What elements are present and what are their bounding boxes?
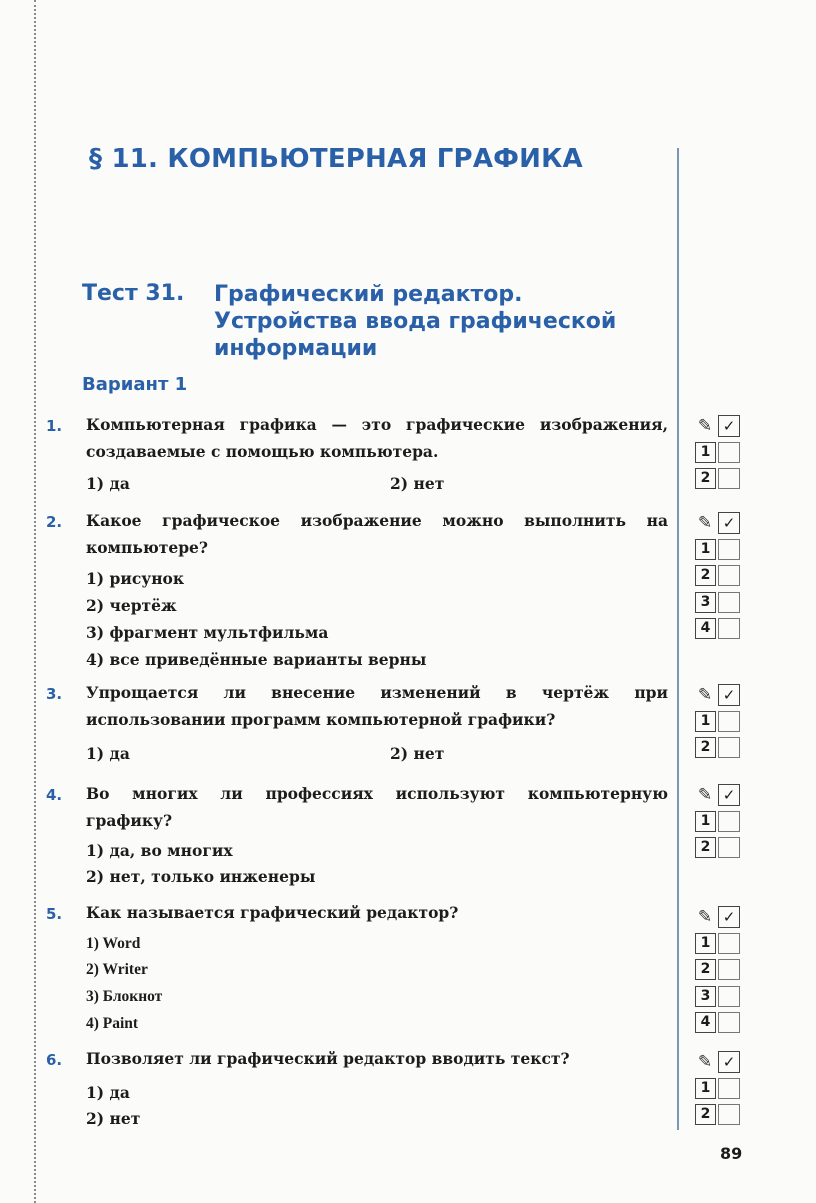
perforation-line [34,0,36,1203]
pencil-icon: ✎ [697,685,713,705]
answer-row [694,836,750,863]
question-text: Упрощается ли внесение изменений в чертёж при использовании программ компьютерной графики? [86,683,668,729]
answer-row-label: 1 [695,442,716,463]
answer-header-row [694,414,750,441]
answer-row-label: 2 [695,1104,716,1125]
checkmark-icon: ✓ [718,684,740,706]
pencil-icon: ✎ [697,513,713,533]
answer-option: 2) чертёж [86,596,177,615]
section-title: § 11. КОМПЬЮТЕРНАЯ ГРАФИКА [89,144,583,174]
answer-header-row [694,905,750,932]
answer-box[interactable] [718,468,740,489]
answer-grid [694,414,750,494]
question-text: Какое графическое изображение можно выполнить на компьютере? [86,511,668,557]
answer-box[interactable] [718,592,740,613]
margin-rule [677,148,679,1130]
answer-row [694,985,750,1012]
answer-row-label: 1 [695,539,716,560]
page-number: 89 [720,1144,743,1163]
answer-row-label: 2 [695,737,716,758]
answer-option: 4) Paint [86,1015,139,1032]
answer-row [694,538,750,565]
checkmark-icon: ✓ [718,906,740,928]
variant-heading: Вариант 1 [82,374,188,395]
test-title: Графический редактор. Устройства ввода графической информации [214,282,617,361]
answer-option: 1) да [86,474,130,493]
answer-box[interactable] [718,442,740,463]
answer-row [694,710,750,737]
checkmark-icon: ✓ [718,1051,740,1073]
answer-box[interactable] [718,986,740,1007]
answer-row [694,1103,750,1130]
answer-grid [694,783,750,863]
answer-row [694,467,750,494]
answer-grid [694,511,750,644]
answer-row-label: 3 [695,986,716,1007]
answer-header-row [694,511,750,538]
answer-box[interactable] [718,565,740,586]
answer-option: 2) нет, только инженеры [86,867,316,886]
answer-box[interactable] [718,711,740,732]
answer-box[interactable] [718,811,740,832]
answer-row-label: 4 [695,1012,716,1033]
pencil-icon: ✎ [697,416,713,436]
answer-grid [694,905,750,1038]
answer-box[interactable] [718,959,740,980]
question-number: 2. [46,513,63,531]
answer-box[interactable] [718,618,740,639]
answer-row [694,1011,750,1038]
answer-option: 3) фрагмент мультфильма [86,623,329,642]
question-number: 1. [46,417,63,435]
answer-box[interactable] [718,837,740,858]
question-number: 6. [46,1051,63,1069]
answer-option: 1) рисунок [86,569,185,588]
checkmark-icon: ✓ [718,415,740,437]
answer-row-label: 2 [695,837,716,858]
answer-box[interactable] [718,1078,740,1099]
answer-option: 2) нет [390,744,445,763]
answer-row [694,441,750,468]
pencil-icon: ✎ [697,1052,713,1072]
test-label: Тест 31. [82,281,185,306]
answer-box[interactable] [718,1104,740,1125]
answer-option: 3) Блокнот [86,988,163,1005]
question-text: Как называется графический редактор? [86,903,459,922]
answer-option: 4) все приведённые варианты верны [86,650,427,669]
answer-box[interactable] [718,539,740,560]
answer-row [694,1077,750,1104]
question-number: 3. [46,685,63,703]
answer-row-label: 1 [695,933,716,954]
answer-option: 1) Word [86,935,141,952]
answer-row [694,591,750,618]
answer-option: 1) да, во многих [86,841,233,860]
answer-row-label: 1 [695,711,716,732]
question-number: 5. [46,905,63,923]
answer-grid [694,1050,750,1130]
answer-option: 1) да [86,1083,130,1102]
answer-row-label: 2 [695,565,716,586]
answer-header-row [694,1050,750,1077]
answer-row [694,617,750,644]
answer-box[interactable] [718,1012,740,1033]
answer-option: 2) Writer [86,961,148,978]
checkmark-icon: ✓ [718,784,740,806]
answer-row [694,736,750,763]
answer-header-row [694,683,750,710]
answer-option: 2) нет [86,1109,141,1128]
answer-box[interactable] [718,933,740,954]
question-text: Компьютерная графика — это графические изображения, создаваемые с помощью компьютера. [86,415,668,461]
answer-row-label: 2 [695,468,716,489]
answer-row [694,932,750,959]
answer-row [694,564,750,591]
answer-row-label: 2 [695,959,716,980]
answer-grid [694,683,750,763]
pencil-icon: ✎ [697,907,713,927]
answer-row-label: 4 [695,618,716,639]
question-number: 4. [46,786,63,804]
answer-row-label: 3 [695,592,716,613]
answer-row-label: 1 [695,1078,716,1099]
checkmark-icon: ✓ [718,512,740,534]
answer-option: 2) нет [390,474,445,493]
question-text: Во многих ли профессиях используют компьютерную графику? [86,784,668,830]
answer-box[interactable] [718,737,740,758]
answer-row [694,958,750,985]
pencil-icon: ✎ [697,785,713,805]
answer-header-row [694,783,750,810]
answer-row-label: 1 [695,811,716,832]
question-text: Позволяет ли графический редактор вводить текст? [86,1049,570,1068]
answer-option: 1) да [86,744,130,763]
answer-row [694,810,750,837]
